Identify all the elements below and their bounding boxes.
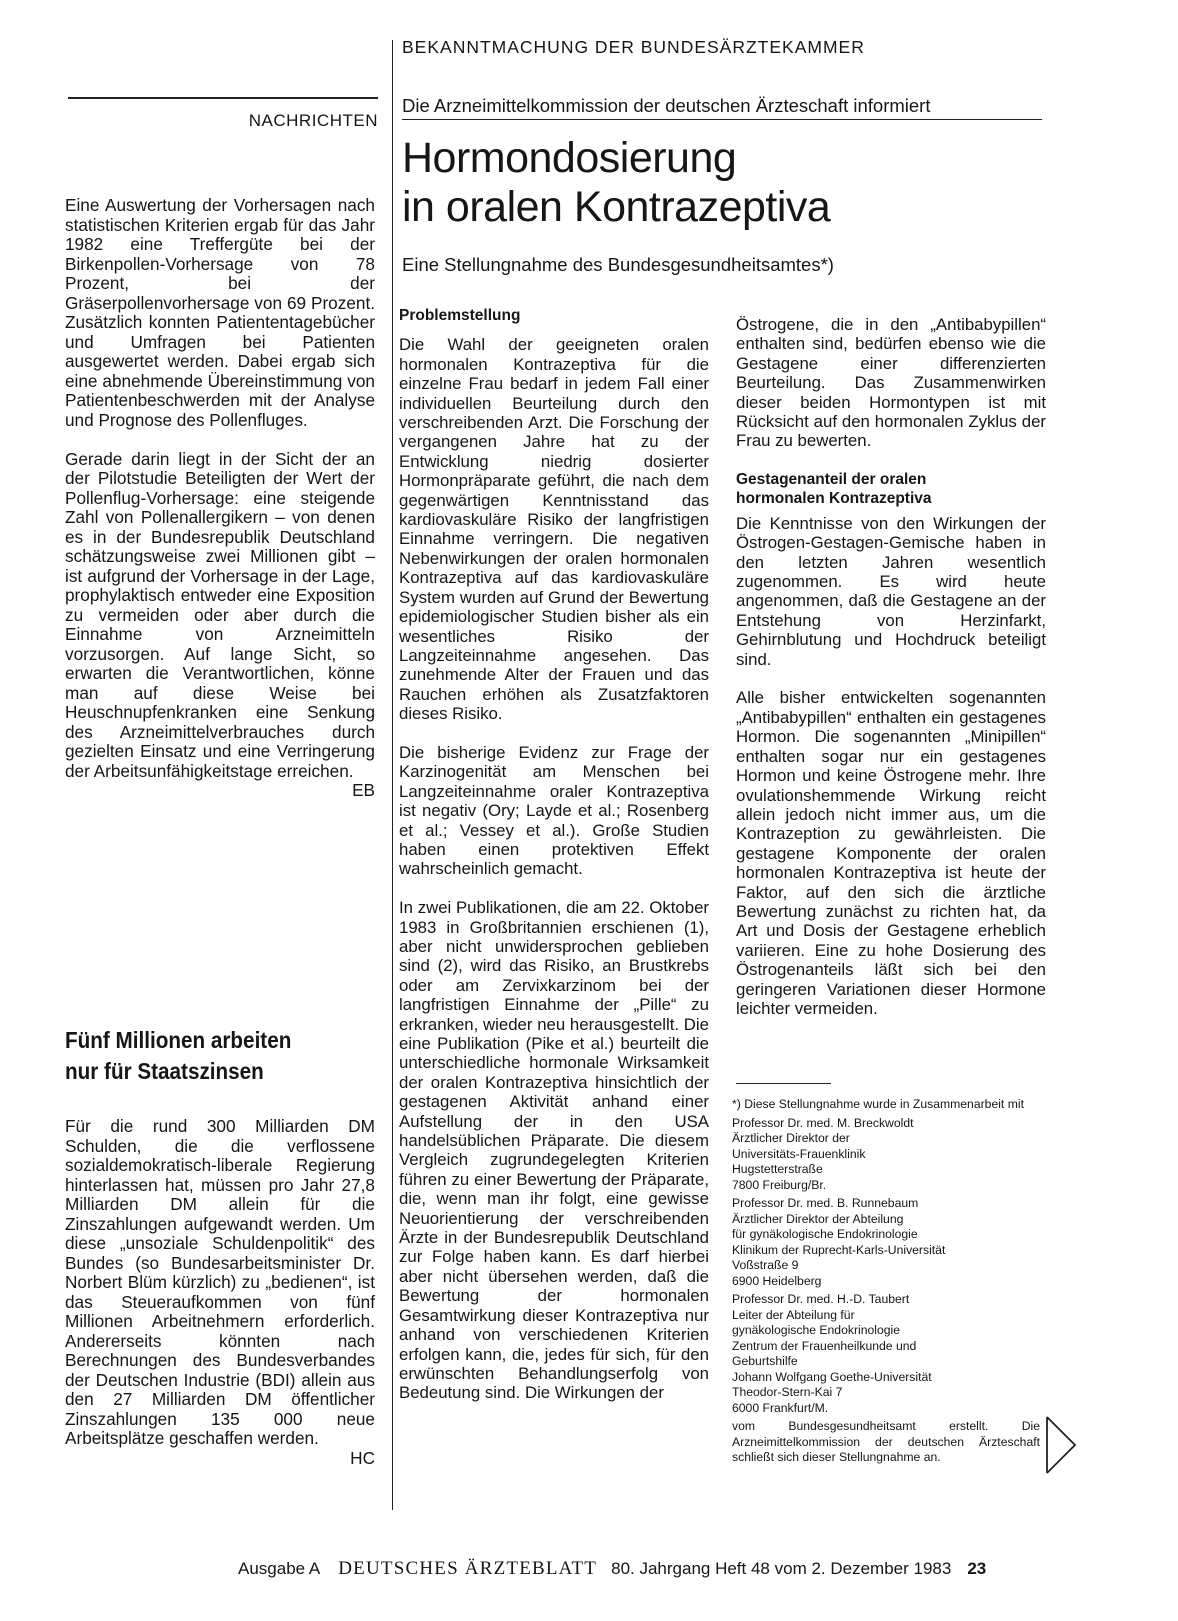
footnote-rule xyxy=(736,1083,831,1084)
announcement-banner: BEKANNTMACHUNG DER BUNDESÄRZTEKAMMER xyxy=(402,37,865,57)
article-title xyxy=(402,134,1102,232)
title-line: in oralen Kontrazeptiva xyxy=(402,183,831,231)
page-number: 23 xyxy=(967,1559,987,1578)
article-paragraph: Die bisherige Evidenz zur Frage der Karzinogenität am Menschen bei Langzeiteinnahme oraler Kontrazeptiva ist negativ (Ory; Layde et al.; Rosenberg et al.; Vessey et al.). Große Studien haben einen protektiven Effekt wahrscheinlich gemacht. xyxy=(399,742,709,879)
footnote xyxy=(732,1097,1040,1466)
contact-line: 7800 Freiburg/Br. xyxy=(732,1177,827,1192)
contact-line: Voßstraße 9 xyxy=(732,1258,799,1272)
article-paragraph: Die Wahl der geeigneten oralen hormonalen Kontrazeptiva für die einzelne Frau bedarf in jedem Fall einer individuellen Beurteilung durch den verschreibenden Arzt. Die Forschung der vergangenen Jahre hat zu der Entwicklung niedrig dosierter Hormonpräparate geführt, die nach dem gegenwärtigen Kenntnisstand das kardiovaskuläre Risiko der langfristigen Einnahme verringern. Die negativen Nebenwirkungen der oralen hormonalen Kontrazeptiva auf das kardiovaskuläre System wurden auf Grund der Bewertung epidemiologischer Studien bisher als ein wesentliches Risiko der Langzeiteinnahme angesehen. Das zunehmende Alter der Frauen und das Rauchen erhöhen als Zusatzfaktoren dieses Risiko. xyxy=(399,335,709,724)
contact-line: Ärztlicher Direktor der Abteilung xyxy=(732,1211,904,1226)
subheading xyxy=(736,470,1046,508)
section-label: NACHRICHTEN xyxy=(248,111,378,130)
contact-line: Hugstetterstraße xyxy=(732,1162,823,1176)
article-paragraph xyxy=(65,450,375,782)
contact-line: Universitäts-Frauenklinik xyxy=(732,1146,866,1161)
signoff-row xyxy=(65,1449,375,1469)
subheading: Problemstellung xyxy=(399,307,521,324)
article-paragraph: In zwei Publikationen, die am 22. Oktober 1983 in Großbritannien erschienen (1), aber nicht unwidersprochen geblieben sind (2), wird das Risiko, an Brustkrebs oder am Zervixkarzinom bei der langfristigen Einnahme der „Pille“ zu erkranken, wieder neu herausgestellt. Die eine Publikation (Pike et al.) beurteilt die unterschiedliche hormonale Wirksamkeit der oralen Kontrazeptiva hinsichtlich der gestagenen Aktivität anhand einer Aufstellung der in den USA handelsüblichen Präparate. Die diesem Vergleich zugrundegelegten Kriterien führen zu einer Bewertung der Präparate, die, wenn man ihr folgt, eine gewisse Neuorientierung der verschreibenden Ärzte in der Bundesrepublik Deutschland zur Folge haben kann. Es darf hierbei aber nicht übersehen werden, daß die Bewertung der hormonalen Gesamtwirkung dieser Kontrazeptiva nur anhand von verschiedenen Kriterien erfolgen kann, die, jedes für sich, für den erwünschten Behandlungserfolg von Bedeutung sind. Die Wirkungen der xyxy=(399,898,709,1403)
contact-line: 6900 Heidelberg xyxy=(732,1273,822,1288)
contact-line: für gynäkologische Endokrinologie xyxy=(732,1227,918,1241)
author-initials: HC xyxy=(350,1447,375,1468)
contact-line: Professor Dr. med. H.-D. Taubert xyxy=(732,1292,910,1306)
contact-line: Klinikum der Ruprecht-Karls-Universität xyxy=(732,1242,946,1257)
footer-journal-name: DEUTSCHES ÄRZTEBLATT xyxy=(338,1558,598,1579)
contact-line: gynäkologische Endokrinologie xyxy=(732,1323,901,1337)
section-rule xyxy=(68,97,378,99)
continue-arrow-icon xyxy=(1044,1414,1078,1481)
contact-line: Geburtshilfe xyxy=(732,1354,798,1368)
news-article-pollen xyxy=(65,196,375,801)
footer-edition: Ausgabe A xyxy=(238,1559,321,1578)
contact-line: Zentrum der Frauenheilkunde und xyxy=(732,1338,917,1353)
contact-line: 6000 Frankfurt/M. xyxy=(732,1400,829,1415)
contact-line: Theodor-Stern-Kai 7 xyxy=(732,1385,843,1399)
article-subtitle: Eine Stellungnahme des Bundesgesundheitsamtes*) xyxy=(402,254,834,275)
contact-line: Professor Dr. med. B. Runnebaum xyxy=(732,1196,919,1210)
news-article-staatszinsen xyxy=(65,1117,375,1468)
article-column-right xyxy=(736,315,1046,1018)
article-paragraph: Alle bisher entwickelten sogenannten „Antibabypillen“ enthalten ein gestagenes Hormon. Die sogenannten „Minipillen“ enthalten sogar nur ein gestagenes Hormon und keine Östrogene mehr. Ihre ovulationshemmende Wirkung reicht allein jedoch nicht immer aus, um die Kontrazeption zu gewährleisten. Die gestagene Komponente der oralen hormonalen Kontrazeptiva ist heute der Faktor, auf den sich die ärztliche Bewertung zunächst zu richten hat, da Art und Dosis der Gestagene erheblich variieren. Eine zu hohe Dosierung des Östrogenanteils läßt sich bei den geringeren Variationen dieser Hormone leichter vermeiden. xyxy=(736,688,1046,1018)
title-line: Hormondosierung xyxy=(402,134,737,182)
footnote-intro: *) Diese Stellungnahme wurde in Zusammenarbeit mit xyxy=(732,1097,1024,1111)
headline-line: Fünf Millionen arbeiten xyxy=(65,1027,292,1053)
subheading-line: Gestagenanteil der oralen xyxy=(736,470,927,488)
footnote-contact xyxy=(732,1292,1040,1416)
footnote-contact xyxy=(732,1116,1040,1194)
kicker-line: Die Arzneimittelkommission der deutschen Ärzteschaft informiert xyxy=(402,95,1042,120)
contact-line: Ärztlicher Direktor der xyxy=(732,1131,850,1145)
footnote-contact xyxy=(732,1196,1040,1289)
contact-line: Professor Dr. med. M. Breckwoldt xyxy=(732,1115,914,1130)
article-paragraph-text: Gerade darin liegt in der Sicht der an der Pilotstudie Beteiligten der Wert der Pollenflug-Vorhersage: eine steigende Zahl von Pollenallergikern – von denen es in der Bundesrepublik Deutschland schätzungsweise zwei Millionen gibt – ist aufgrund der Vorhersage in der Lage, prophylaktisch entweder eine Exposition zu vermeiden oder aber durch die Einnahme von Arzneimitteln vorzusorgen. Auf lange Sicht, so erwarten die Verantwortlichen, könne man auf diese Weise bei Heuschnupfenkranken eine Senkung des Arzneimittelverbrauches durch gezielten Einsatz und eine Verringerung der Arbeitsunfähigkeitstage erreichen. xyxy=(65,448,375,781)
subheading-line: hormonalen Kontrazeptiva xyxy=(736,489,932,507)
headline-line: nur für Staatszinsen xyxy=(65,1058,264,1084)
article-column-middle xyxy=(399,306,709,1403)
news-headline xyxy=(65,1025,347,1087)
article-paragraph: Die Kenntnisse von den Wirkungen der Östrogen-Gestagen-Gemische haben in den letzten Jahren wesentlich zugenommen. Es wird heute angenommen, daß die Gestagene an der Entstehung von Herzinfarkt, Gehirnblutung und Hochdruck beteiligt sind. xyxy=(736,513,1046,669)
author-initials: EB xyxy=(352,780,375,800)
footer-issue: 80. Jahrgang Heft 48 vom 2. Dezember 1983 xyxy=(611,1559,952,1578)
contact-line: Johann Wolfgang Goethe-Universität xyxy=(732,1369,932,1384)
footnote-outro: vom Bundesgesundheitsamt erstellt. Die Arzneimittelkommission der deutschen Ärzteschaft schließt sich dieser Stellungnahme an. xyxy=(732,1419,1040,1464)
page-footer xyxy=(238,1558,1058,1580)
article-paragraph: Für die rund 300 Milliarden DM Schulden, die die verflossene sozialdemokratisch-liberale Regierung hinterlassen hat, müssen pro Jahr 27,8 Milliarden DM allein für die Zinszahlungen aufgewandt werden. Um diese „unsoziale Schuldenpolitik“ des Bundes (so Bundesarbeitsminister Dr. Norbert Blüm kürzlich) zu „bedienen“, ist das Steueraufkommen von fünf Millionen Arbeitnehmern erforderlich. Andererseits könnten nach Berechnungen des Bundesverbandes der Deutschen Industrie (BDI) allein aus den 27 Milliarden DM öffentlicher Zinszahlungen 135 000 neue Arbeitsplätze geschaffen werden. xyxy=(65,1116,375,1448)
contact-line: Leiter der Abteilung für xyxy=(732,1307,855,1322)
column-divider xyxy=(392,40,393,1510)
article-paragraph: Östrogene, die in den „Antibabypillen“ enthalten sind, bedürfen ebenso wie die Gestagene einer differenzierten Beurteilung. Das Zusammenwirken dieser beiden Hormontypen ist mit Rücksicht auf den hormonalen Zyklus der Frau zu bewerten. xyxy=(736,315,1046,451)
article-paragraph: Eine Auswertung der Vorhersagen nach statistischen Kriterien ergab für das Jahr 1982 eine Treffergüte bei der Birkenpollen-Vorhersage von 78 Prozent, bei der Gräserpollenvorhersage von 69 Prozent. Zusätzlich konnten Patiententagebücher und Umfragen bei Patienten ausgewertet werden. Dabei ergab sich eine abnehmende Übereinstimmung von Patientenbeschwerden mit der Analyse und Prognose des Pollenfluges. xyxy=(65,195,375,430)
signoff-row xyxy=(65,781,375,801)
